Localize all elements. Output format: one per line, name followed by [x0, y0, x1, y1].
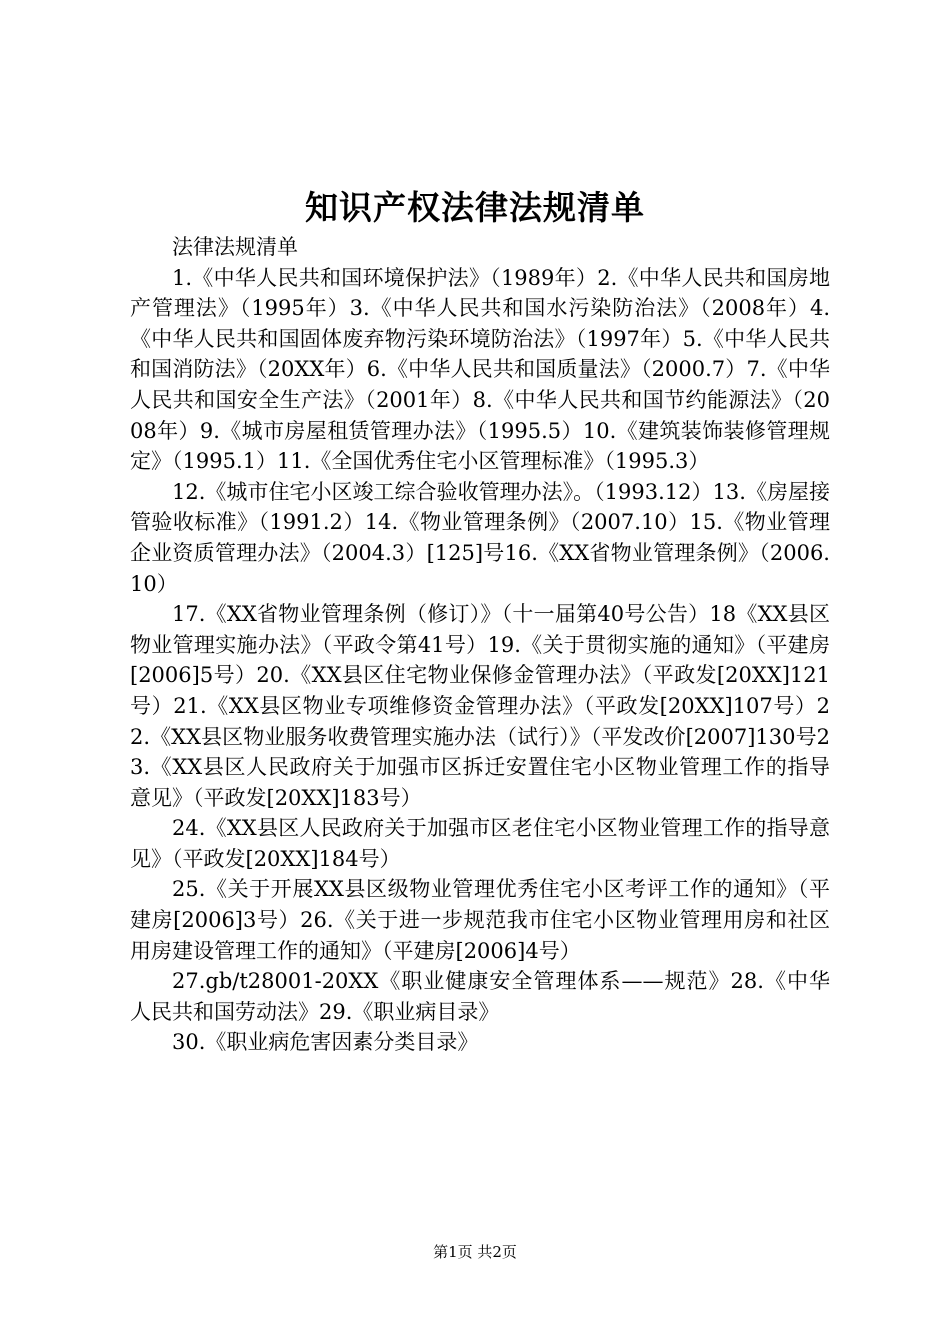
paragraph-heading: 法律法规清单	[172, 235, 298, 259]
paragraph-laws-25-26: 25.《关于开展XX县区级物业管理优秀住宅小区考评工作的通知》（平建房[2006]3号）26.《关于进一步规范我市住宅小区物业管理用房和社区用房建设管理工作的通知》（平建房[2006]4号）	[130, 877, 830, 963]
paragraph-law-30: 30.《职业病危害因素分类目录》	[172, 1030, 479, 1055]
paragraph-laws-27-29: 27.gb/t28001-20XX《职业健康安全管理体系——规范》28.《中华人民共和国劳动法》29.《职业病目录》	[130, 969, 830, 1024]
document-title: 知识产权法律法规清单	[305, 188, 645, 227]
page-footer: 第1页 共2页	[433, 1243, 517, 1261]
paragraph-law-24: 24.《XX县区人民政府关于加强市区老住宅小区物业管理工作的指导意见》（平政发[20XX]184号）	[130, 816, 830, 871]
paragraph-laws-17-23: 17.《XX省物业管理条例（修订）》（十一届第40号公告）18《XX县区物业管理实施办法》（平政令第41号）19.《关于贯彻实施的通知》（平建房[2006]5号）20.《XX县区住宅物业保修金管理办法》（平政发[20XX]121号）21.《XX县区物业专项维修资金管理办法》（平政发[20XX]107号）22.《XX县区物业服务收费管理实施办法（试行）》（平发改价[2007]130号23.《XX县区人民政府关于加强市区拆迁安置住宅小区物业管理工作的指导意见》（平政发[20XX]183号）	[130, 602, 830, 810]
document-body	[130, 232, 830, 1058]
paragraph-laws-1-11: 1.《中华人民共和国环境保护法》（1989年）2.《中华人民共和国房地产管理法》（1995年）3.《中华人民共和国水污染防治法》（2008年）4.《中华人民共和国固体废弃物污染环境防治法》（1997年）5.《中华人民共和国消防法》（20XX年）6.《中华人民共和国质量法》（2000.7）7.《中华人民共和国安全生产法》（2001年）8.《中华人民共和国节约能源法》（2008年）9.《城市房屋租赁管理办法》（1995.5）10.《建筑装饰装修管理规定》（1995.1）11.《全国优秀住宅小区管理标准》（1995.3）	[130, 265, 830, 474]
paragraph-laws-12-16: 12.《城市住宅小区竣工综合验收管理办法》。（1993.12）13.《房屋接管验收标准》（1991.2）14.《物业管理条例》（2007.10）15.《物业管理企业资质管理办法》（2004.3）[125]号16.《XX省物业管理条例》（2006.10）	[130, 479, 830, 596]
